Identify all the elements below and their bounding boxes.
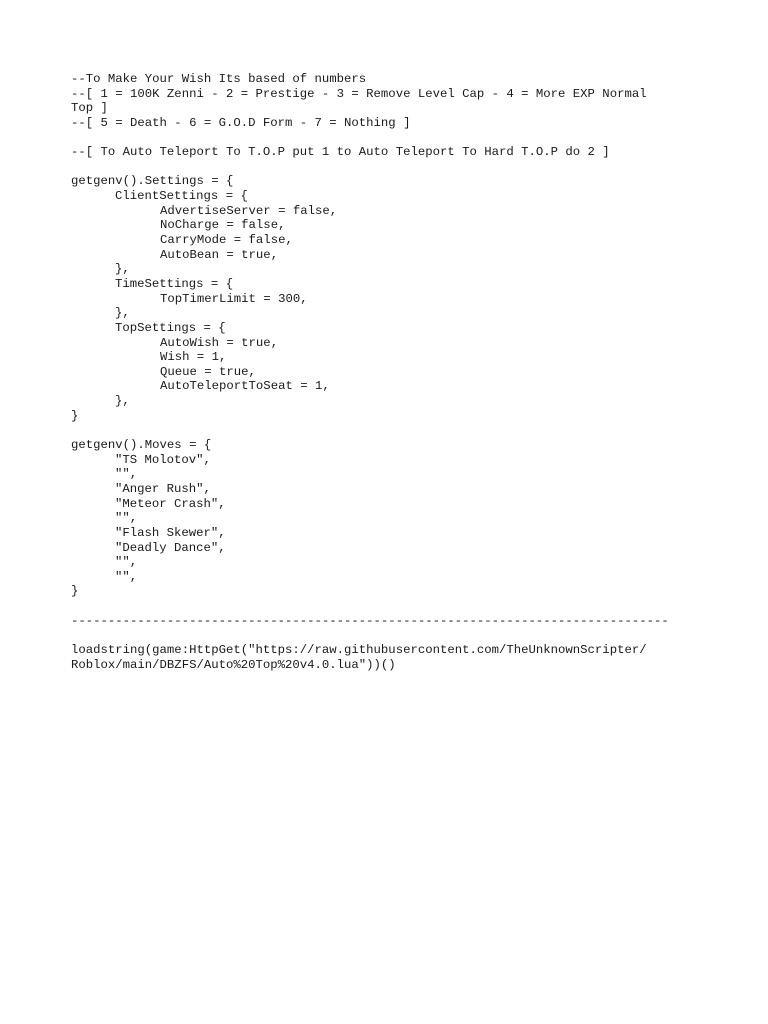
queue-line: Queue = true, [160,364,256,379]
move-entry: "Meteor Crash", [115,496,226,511]
moves-close: } [71,584,79,599]
blank-line [71,628,751,643]
comment-wish-options-1: --[ 1 = 100K Zenni - 2 = Prestige - 3 = Remove Level Cap - 4 = More EXP Normal [71,86,647,101]
comment-wish-intro: --To Make Your Wish Its based of numbers [71,72,367,86]
comment-wish-options-2: --[ 5 = Death - 6 = G.O.D Form - 7 = Nothing ] [71,115,411,130]
client-settings-close: }, [115,262,130,277]
auto-bean-line: AutoBean = true, [160,247,279,262]
auto-teleport-to-seat-line: AutoTeleportToSeat = 1, [160,379,330,394]
auto-wish-line: AutoWish = true, [160,335,279,350]
settings-close: } [71,408,79,423]
move-entry: "", [115,569,138,584]
move-entry: "", [115,467,138,482]
move-entry: "TS Molotov", [115,452,211,467]
carry-mode-line: CarryMode = false, [160,233,293,248]
blank-line [71,599,751,614]
loadstring-line-1: loadstring(game:HttpGet("https://raw.githubusercontent.com/TheUnknownScripter/ [71,642,647,657]
moves-open: getgenv().Moves = { [71,438,212,453]
time-settings-close: }, [115,306,130,321]
settings-open: getgenv().Settings = { [71,174,234,189]
client-settings-open: ClientSettings = { [115,189,248,204]
advertise-server-line: AdvertiseServer = false, [160,203,338,218]
time-settings-open: TimeSettings = { [115,276,234,291]
move-entry: "", [115,511,138,526]
blank-line [71,423,751,438]
no-charge-line: NoCharge = false, [160,218,286,233]
wish-line: Wish = 1, [160,350,227,365]
comment-teleport: --[ To Auto Teleport To T.O.P put 1 to Auto Teleport To Hard T.O.P do 2 ] [71,145,610,160]
code-document [71,72,751,672]
separator-line: --------------------------------------------------------------------------------- [71,613,669,628]
blank-line [71,160,751,175]
blank-line [71,131,751,146]
comment-wish-options-1-wrap: Top ] [71,101,108,116]
top-settings-close: }, [115,394,130,409]
top-timer-limit-line: TopTimerLimit = 300, [160,291,308,306]
move-entry: "Deadly Dance", [115,540,226,555]
top-settings-open: TopSettings = { [115,320,226,335]
move-entry: "", [115,555,138,570]
move-entry: "Flash Skewer", [115,525,226,540]
move-entry: "Anger Rush", [115,481,211,496]
loadstring-line-2: Roblox/main/DBZFS/Auto%20Top%20v4.0.lua"))() [71,657,396,672]
